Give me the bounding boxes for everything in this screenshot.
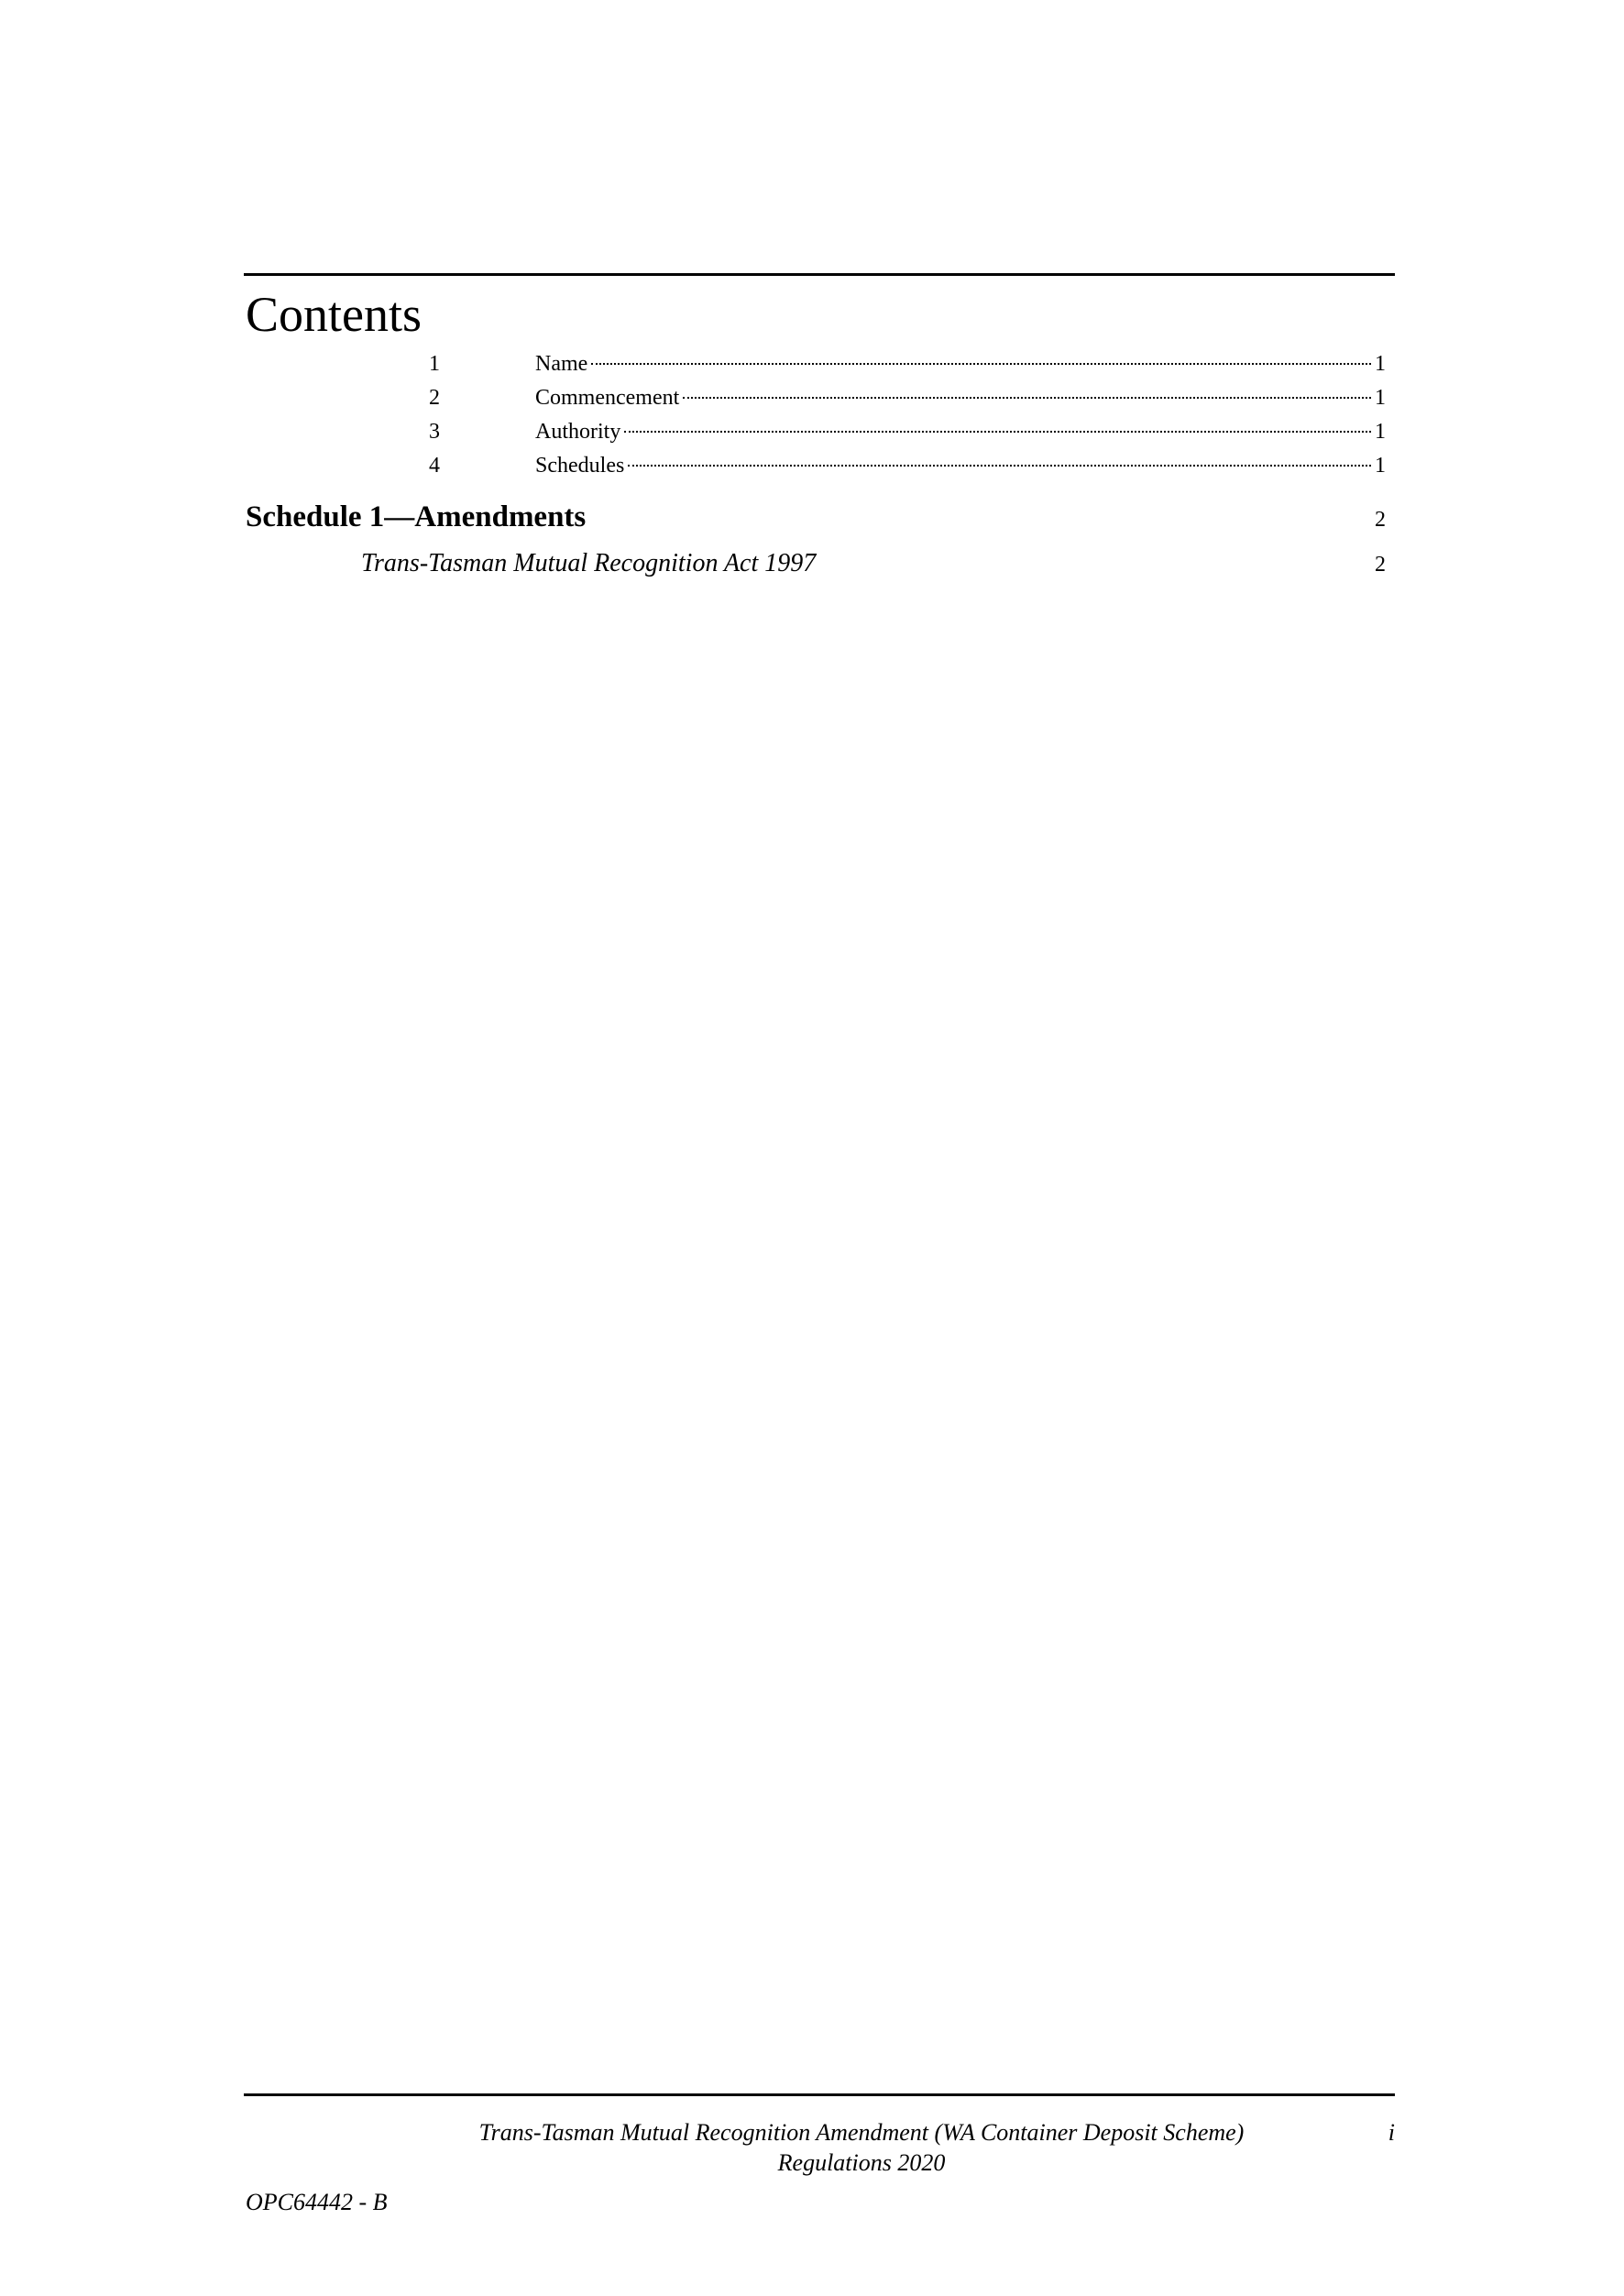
footer-title-line-2: Regulations 2020	[777, 2149, 946, 2176]
toc-act-entry[interactable]	[361, 546, 1386, 581]
toc-entry-page: 1	[1375, 386, 1386, 410]
toc-entry-schedules[interactable]	[429, 449, 1386, 482]
footer-rule	[244, 2093, 1395, 2096]
footer-page-number: i	[1388, 2119, 1395, 2146]
toc-schedule-entry[interactable]	[246, 497, 1386, 537]
toc-dot-leader	[591, 363, 1371, 365]
footer-regulation-title	[385, 2117, 1338, 2178]
schedule-page: 2	[1375, 508, 1386, 532]
toc-entry-authority[interactable]	[429, 415, 1386, 448]
toc-entry-commencement[interactable]	[429, 381, 1386, 414]
toc-entry-page: 1	[1375, 420, 1386, 444]
toc-dot-leader	[624, 431, 1371, 433]
toc-entry-page: 1	[1375, 454, 1386, 478]
contents-heading: Contents	[246, 287, 422, 342]
toc-entry-number: 2	[429, 386, 440, 410]
toc-entry-number: 1	[429, 352, 440, 376]
toc-dot-leader	[683, 397, 1371, 399]
toc-entry-number: 3	[429, 420, 440, 444]
toc-entry-title: Authority	[535, 420, 621, 444]
toc-entry-title: Name	[535, 352, 588, 376]
act-title: Trans-Tasman Mutual Recognition Act 1997	[361, 549, 817, 577]
toc-entry-title: Schedules	[535, 454, 625, 478]
toc-dot-leader	[628, 465, 1371, 467]
footer-title-line-1: Trans-Tasman Mutual Recognition Amendment (WA Container Deposit Scheme)	[478, 2119, 1245, 2146]
toc-entry-name[interactable]	[429, 347, 1386, 380]
toc-entry-title: Commencement	[535, 386, 680, 410]
toc-entry-page: 1	[1375, 352, 1386, 376]
header-rule	[244, 273, 1395, 276]
schedule-title: Schedule 1—Amendments	[246, 500, 587, 533]
act-page: 2	[1375, 553, 1386, 577]
footer-document-code: OPC64442 - B	[246, 2189, 388, 2215]
toc-entry-number: 4	[429, 454, 440, 478]
